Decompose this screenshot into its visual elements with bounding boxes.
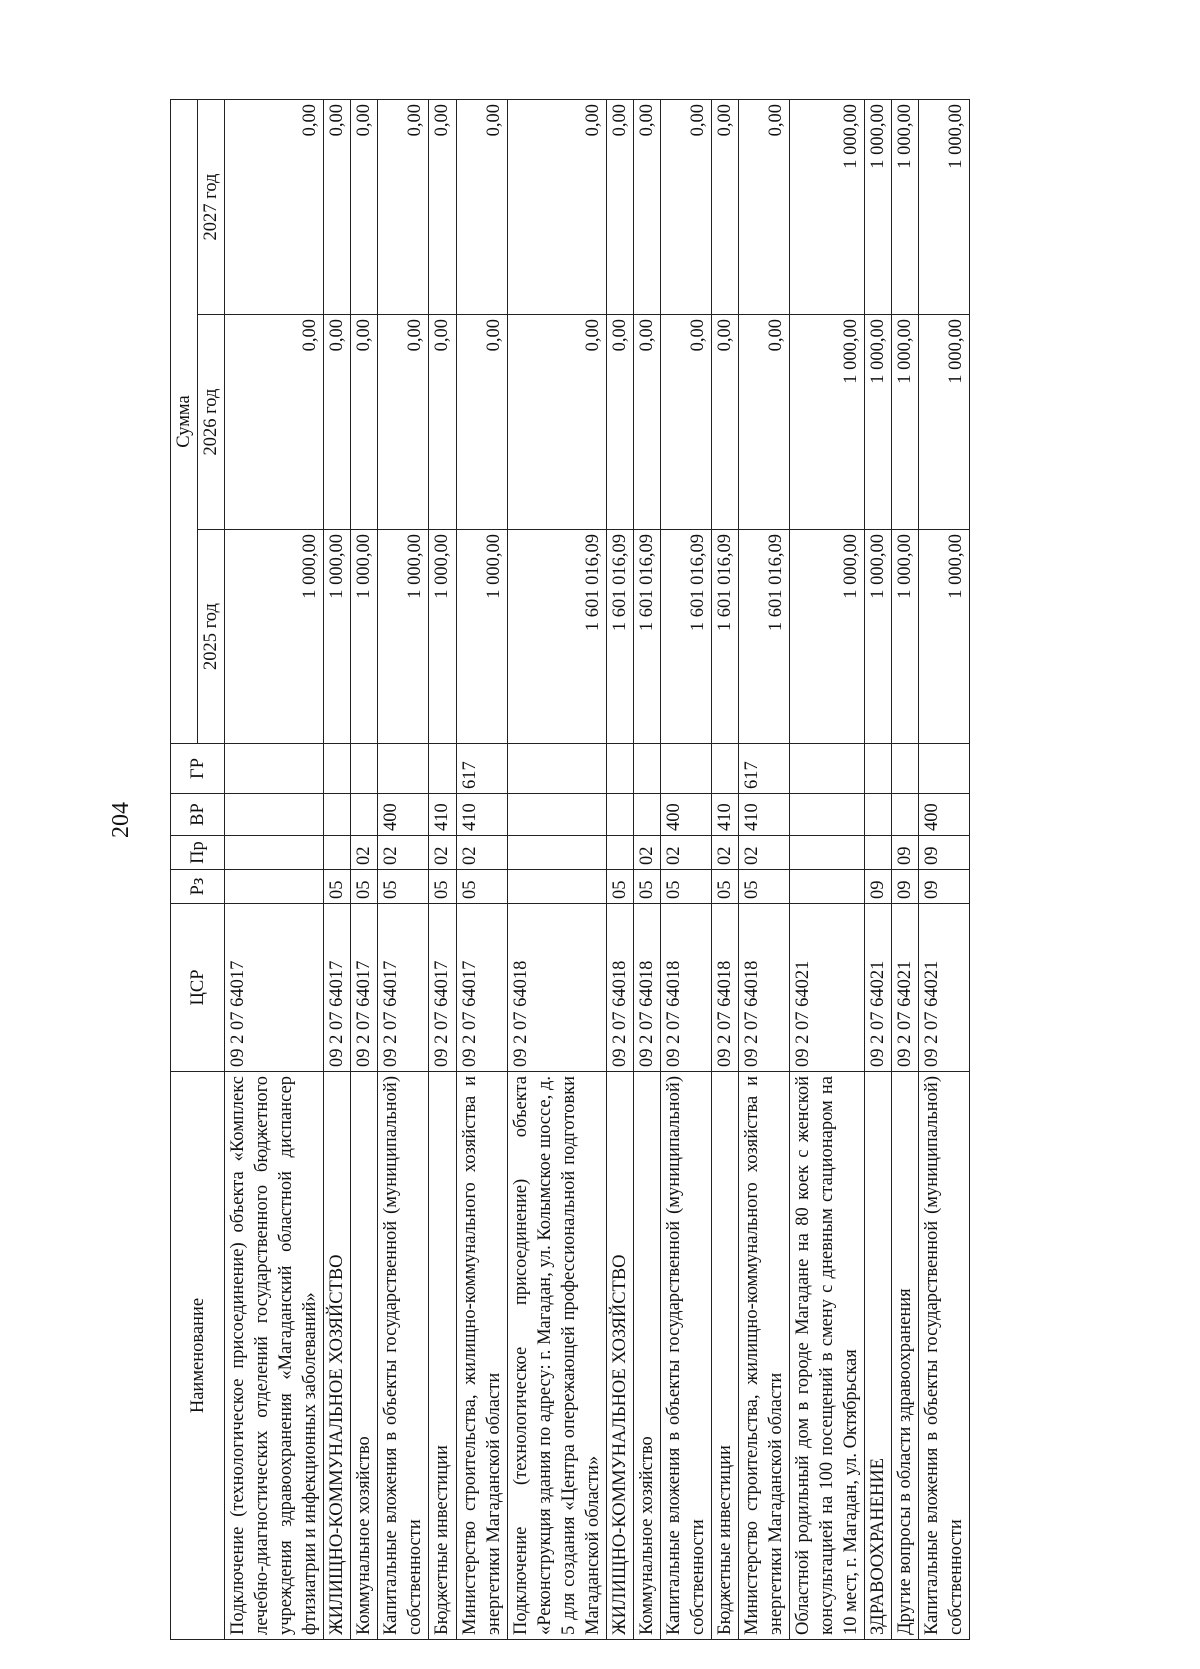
table-row [225,99,324,1639]
cell-2025: 1 000,00 [324,530,351,744]
cell-pr [790,836,865,870]
table-row [790,99,865,1639]
cell-rz: 09 [919,870,970,904]
cell-2027: 0,00 [711,99,738,314]
cell-2025: 1 601 016,09 [739,530,790,744]
header-gr: ГР [171,744,225,794]
table-row [711,99,738,1639]
cell-gr [324,744,351,794]
cell-2027: 0,00 [456,99,507,314]
cell-2026: 0,00 [378,315,429,530]
table-row [892,99,919,1639]
cell-2027: 1 000,00 [790,99,865,314]
cell-csr: 09 2 07 64018 [606,904,633,1072]
cell-name: Бюджетные инвестиции [711,1072,738,1640]
cell-2025: 1 601 016,09 [507,530,606,744]
cell-2026: 1 000,00 [865,315,892,530]
table-row [378,99,429,1639]
cell-2026: 0,00 [660,315,711,530]
cell-2027: 1 000,00 [865,99,892,314]
table-row [324,99,351,1639]
cell-rz: 05 [429,870,456,904]
cell-2026: 0,00 [507,315,606,530]
cell-csr: 09 2 07 64021 [790,904,865,1072]
cell-pr [606,836,633,870]
cell-2026: 0,00 [429,315,456,530]
cell-gr [429,744,456,794]
cell-vr [865,794,892,836]
cell-rz: 05 [456,870,507,904]
cell-2027: 0,00 [739,99,790,314]
cell-vr: 410 [429,794,456,836]
cell-pr: 02 [660,836,711,870]
cell-gr [892,744,919,794]
cell-gr [606,744,633,794]
cell-gr [660,744,711,794]
cell-rz: 05 [660,870,711,904]
rotated-table-container [170,100,1060,1640]
header-name: Наименование [171,1072,225,1640]
cell-2025: 1 000,00 [892,530,919,744]
header-vr: ВР [171,794,225,836]
cell-pr: 09 [919,836,970,870]
cell-2025: 1 000,00 [456,530,507,744]
cell-rz: 09 [865,870,892,904]
cell-vr: 400 [378,794,429,836]
cell-csr: 09 2 07 64021 [892,904,919,1072]
cell-name: Капитальные вложения в объекты государственной (муниципальной) собственности [660,1072,711,1640]
table-row [351,99,378,1639]
cell-gr [919,744,970,794]
cell-csr: 09 2 07 64018 [633,904,660,1072]
cell-name: Подключение (технологическое присоединение) объекта «Реконструкция здания по адресу: г. Магадан, ул. Колымское шоссе, д. 5 для создания «Центра опережающей профессиональной подготовки Магаданской области» [507,1072,606,1640]
cell-rz: 05 [711,870,738,904]
cell-2026: 0,00 [739,315,790,530]
cell-vr [790,794,865,836]
cell-2026: 0,00 [225,315,324,530]
cell-rz: 05 [606,870,633,904]
cell-csr: 09 2 07 64017 [456,904,507,1072]
table-row [660,99,711,1639]
cell-csr: 09 2 07 64021 [919,904,970,1072]
cell-2026: 0,00 [324,315,351,530]
cell-rz: 05 [633,870,660,904]
cell-vr: 410 [711,794,738,836]
cell-2027: 0,00 [606,99,633,314]
cell-2026: 1 000,00 [790,315,865,530]
cell-rz [790,870,865,904]
page-number: 204 [108,802,134,838]
cell-2025: 1 000,00 [790,530,865,744]
cell-2025: 1 000,00 [225,530,324,744]
cell-vr [606,794,633,836]
cell-2027: 0,00 [507,99,606,314]
cell-2025: 1 000,00 [865,530,892,744]
cell-pr: 02 [351,836,378,870]
cell-csr: 09 2 07 64017 [324,904,351,1072]
cell-rz: 05 [351,870,378,904]
cell-rz: 05 [324,870,351,904]
cell-name: ЗДРАВООХРАНЕНИЕ [865,1072,892,1640]
cell-name: Областной родильный дом в городе Магадане на 80 коек с женской консультацией на 100 посещений в смену с дневным стационаром на 10 мест, г. Магадан, ул. Октябрьская [790,1072,865,1640]
header-pr: Пр [171,836,225,870]
cell-csr: 09 2 07 64018 [660,904,711,1072]
header-year-2025: 2025 год [198,530,225,744]
cell-pr [324,836,351,870]
budget-table [170,99,970,1640]
table-row [739,99,790,1639]
cell-vr: 410 [739,794,790,836]
cell-2026: 0,00 [711,315,738,530]
cell-2027: 0,00 [378,99,429,314]
cell-csr: 09 2 07 64017 [351,904,378,1072]
header-year-2026: 2026 год [198,315,225,530]
cell-pr: 09 [892,836,919,870]
cell-csr: 09 2 07 64017 [378,904,429,1072]
cell-name: Министерство строительства, жилищно-коммунального хозяйства и энергетики Магаданской области [739,1072,790,1640]
cell-gr [351,744,378,794]
cell-gr [507,744,606,794]
cell-csr: 09 2 07 64021 [865,904,892,1072]
cell-2025: 1 601 016,09 [633,530,660,744]
cell-2026: 0,00 [606,315,633,530]
cell-gr: 617 [739,744,790,794]
cell-2026: 0,00 [351,315,378,530]
cell-vr [507,794,606,836]
cell-gr [790,744,865,794]
cell-2027: 0,00 [225,99,324,314]
cell-vr [633,794,660,836]
cell-vr: 410 [456,794,507,836]
table-row [429,99,456,1639]
cell-pr: 02 [633,836,660,870]
cell-2027: 0,00 [660,99,711,314]
cell-2027: 0,00 [324,99,351,314]
table-row [865,99,892,1639]
cell-vr [324,794,351,836]
cell-vr: 400 [919,794,970,836]
table-row [456,99,507,1639]
cell-vr [351,794,378,836]
cell-gr [225,744,324,794]
cell-csr: 09 2 07 64017 [429,904,456,1072]
cell-rz [225,870,324,904]
cell-gr [865,744,892,794]
cell-csr: 09 2 07 64018 [507,904,606,1072]
cell-2027: 1 000,00 [892,99,919,314]
header-year-2027: 2027 год [198,99,225,314]
cell-name: Капитальные вложения в объекты государственной (муниципальной) собственности [919,1072,970,1640]
cell-pr [865,836,892,870]
cell-name: ЖИЛИЩНО-КОММУНАЛЬНОЕ ХОЗЯЙСТВО [606,1072,633,1640]
header-sum: Сумма [171,99,198,743]
cell-2026: 1 000,00 [892,315,919,530]
cell-pr [225,836,324,870]
cell-2027: 0,00 [351,99,378,314]
cell-pr: 02 [429,836,456,870]
cell-2027: 0,00 [633,99,660,314]
cell-pr: 02 [378,836,429,870]
cell-2026: 0,00 [456,315,507,530]
cell-name: Бюджетные инвестиции [429,1072,456,1640]
cell-pr: 02 [739,836,790,870]
cell-name: Коммунальное хозяйство [633,1072,660,1640]
cell-name: ЖИЛИЩНО-КОММУНАЛЬНОЕ ХОЗЯЙСТВО [324,1072,351,1640]
cell-rz: 05 [739,870,790,904]
cell-name: Капитальные вложения в объекты государственной (муниципальной) собственности [378,1072,429,1640]
cell-csr: 09 2 07 64018 [739,904,790,1072]
cell-2025: 1 000,00 [351,530,378,744]
cell-2027: 0,00 [429,99,456,314]
header-csr: ЦСР [171,904,225,1072]
cell-pr: 02 [456,836,507,870]
cell-gr [633,744,660,794]
cell-gr [711,744,738,794]
table-row [606,99,633,1639]
cell-2025: 1 000,00 [429,530,456,744]
cell-2026: 1 000,00 [919,315,970,530]
cell-gr: 617 [456,744,507,794]
cell-2025: 1 601 016,09 [606,530,633,744]
cell-gr [378,744,429,794]
cell-2025: 1 000,00 [919,530,970,744]
cell-vr: 400 [660,794,711,836]
cell-2026: 0,00 [633,315,660,530]
table-header [171,99,225,1639]
header-rz: Рз [171,870,225,904]
cell-name: Коммунальное хозяйство [351,1072,378,1640]
cell-2025: 1 601 016,09 [660,530,711,744]
table-row [507,99,606,1639]
cell-csr: 09 2 07 64018 [711,904,738,1072]
cell-name: Министерство строительства, жилищно-коммунального хозяйства и энергетики Магаданской области [456,1072,507,1640]
table-row [633,99,660,1639]
cell-rz [507,870,606,904]
cell-rz: 05 [378,870,429,904]
cell-2025: 1 601 016,09 [711,530,738,744]
cell-name: Подключение (технологическое присоединение) объекта «Комплекс лечебно-диагностических отделений государственного бюджетного учреждения здравоохранения «Магаданский областной диспансер фтизиатрии и инфекционных заболеваний» [225,1072,324,1640]
cell-vr [892,794,919,836]
cell-2025: 1 000,00 [378,530,429,744]
cell-rz: 09 [892,870,919,904]
cell-csr: 09 2 07 64017 [225,904,324,1072]
cell-2027: 1 000,00 [919,99,970,314]
table-body [225,99,970,1639]
cell-pr: 02 [711,836,738,870]
cell-name: Другие вопросы в области здравоохранения [892,1072,919,1640]
table-row [919,99,970,1639]
cell-vr [225,794,324,836]
cell-pr [507,836,606,870]
